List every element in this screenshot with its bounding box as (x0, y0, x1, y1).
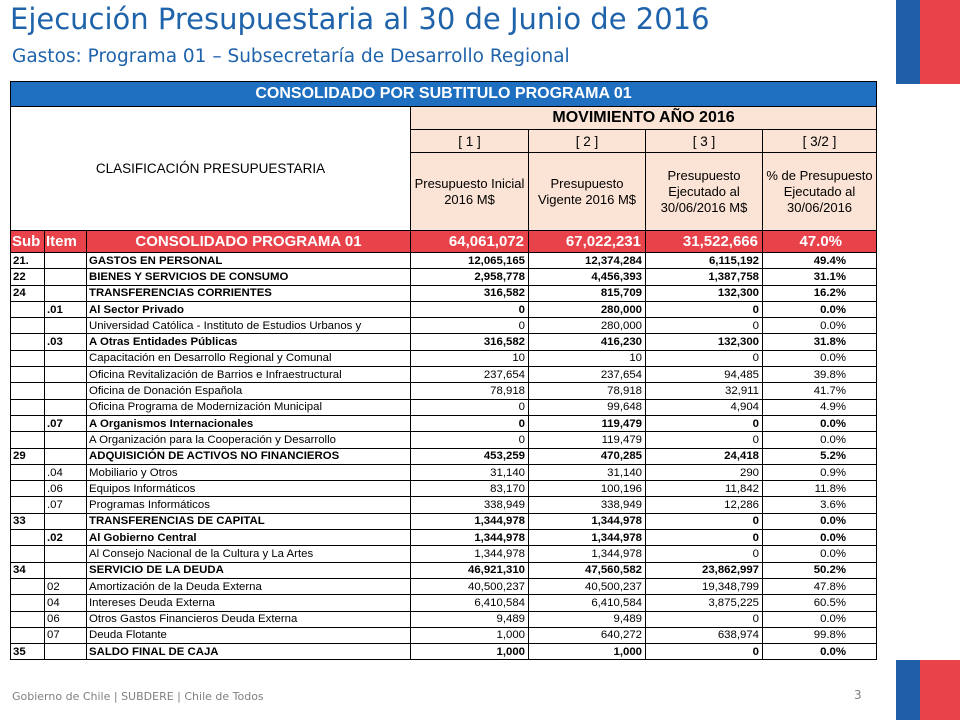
item-cell: .07 (45, 497, 87, 513)
vigente-cell: 119,479 (529, 432, 646, 448)
ejecutado-cell: 0 (646, 644, 763, 660)
pct-cell: 0.0% (763, 415, 877, 431)
sub-cell (11, 464, 45, 480)
concept-cell: Oficina Revitalización de Barrios e Infraestructural (87, 367, 411, 383)
inicial-cell: 40,500,237 (411, 578, 529, 594)
inicial-cell: 31,140 (411, 464, 529, 480)
inicial-cell: 316,582 (411, 334, 529, 350)
item-cell: .06 (45, 481, 87, 497)
sub-cell (11, 334, 45, 350)
concept-cell: Al Consejo Nacional de la Cultura y La Artes (87, 546, 411, 562)
column-header: % de Presupuesto Ejecutado al 30/06/2016 (763, 153, 877, 231)
classification-header: CLASIFICACIÓN PRESUPUESTARIA (11, 107, 411, 231)
table-row (11, 383, 877, 399)
inicial-cell: 0 (411, 399, 529, 415)
concept-cell: BIENES Y SERVICIOS DE CONSUMO (87, 269, 411, 285)
sub-cell (11, 627, 45, 643)
vigente-cell: 40,500,237 (529, 578, 646, 594)
pct-cell: 5.2% (763, 448, 877, 464)
ejecutado-cell: 0 (646, 530, 763, 546)
table-row (11, 595, 877, 611)
page-number: 3 (854, 688, 862, 702)
consolidated-row (11, 231, 877, 253)
concept-cell: TRANSFERENCIAS DE CAPITAL (87, 513, 411, 529)
ejecutado-cell: 19,348,799 (646, 578, 763, 594)
pct-cell: 0.0% (763, 318, 877, 334)
vigente-cell: 31,140 (529, 464, 646, 480)
vigente-cell: 416,230 (529, 334, 646, 350)
ejecutado-cell: 0 (646, 432, 763, 448)
ejecutado-cell: 4,904 (646, 399, 763, 415)
table-row (11, 318, 877, 334)
ejecutado-cell: 0 (646, 546, 763, 562)
item-cell: .07 (45, 415, 87, 431)
inicial-cell: 1,000 (411, 627, 529, 643)
table-row (11, 627, 877, 643)
inicial-cell: 6,410,584 (411, 595, 529, 611)
vigente-cell: 12,374,284 (529, 253, 646, 269)
budget-table (10, 81, 877, 660)
item-cell: .04 (45, 464, 87, 480)
table-row (11, 415, 877, 431)
table-row (11, 513, 877, 529)
pct-cell: 0.9% (763, 464, 877, 480)
item-cell: .03 (45, 334, 87, 350)
item-cell (45, 546, 87, 562)
ejecutado-cell: 0 (646, 301, 763, 317)
sub-cell (11, 481, 45, 497)
brand-stripe-bottom (896, 660, 960, 720)
concept-cell: SALDO FINAL DE CAJA (87, 644, 411, 660)
sub-cell (11, 415, 45, 431)
pct-cell: 0.0% (763, 432, 877, 448)
item-cell: 02 (45, 578, 87, 594)
table-row (11, 350, 877, 366)
vigente-cell: 99,648 (529, 399, 646, 415)
vigente-cell: 1,000 (529, 644, 646, 660)
item-cell (45, 253, 87, 269)
table-row (11, 530, 877, 546)
ejecutado-cell: 0 (646, 350, 763, 366)
inicial-cell: 0 (411, 301, 529, 317)
item-cell: .02 (45, 530, 87, 546)
ejecutado-cell: 132,300 (646, 334, 763, 350)
inicial-cell: 83,170 (411, 481, 529, 497)
sub-cell (11, 497, 45, 513)
vigente-cell: 1,344,978 (529, 513, 646, 529)
sub-cell (11, 318, 45, 334)
table-row (11, 481, 877, 497)
pct-cell: 0.0% (763, 546, 877, 562)
item-cell (45, 513, 87, 529)
ejecutado-cell: 1,387,758 (646, 269, 763, 285)
concept-cell: Intereses Deuda Externa (87, 595, 411, 611)
table-row (11, 448, 877, 464)
vigente-cell: 338,949 (529, 497, 646, 513)
item-cell (45, 285, 87, 301)
concept-cell: Al Sector Privado (87, 301, 411, 317)
concept-cell: Mobiliario y Otros (87, 464, 411, 480)
column-header: Presupuesto Inicial 2016 M$ (411, 153, 529, 231)
pct-cell: 0.0% (763, 350, 877, 366)
brand-stripe-blue (896, 660, 920, 720)
ejecutado-cell: 0 (646, 611, 763, 627)
sub-cell: 21. (11, 253, 45, 269)
vigente-cell: 4,456,393 (529, 269, 646, 285)
concept-cell: A Organismos Internacionales (87, 415, 411, 431)
sub-cell (11, 350, 45, 366)
item-cell: 07 (45, 627, 87, 643)
inicial-cell: 10 (411, 350, 529, 366)
sub-cell (11, 432, 45, 448)
concept-cell: Programas Informáticos (87, 497, 411, 513)
concept-cell: Deuda Flotante (87, 627, 411, 643)
sub-cell (11, 546, 45, 562)
concept-cell: ADQUISICIÓN DE ACTIVOS NO FINANCIEROS (87, 448, 411, 464)
sub-cell: 33 (11, 513, 45, 529)
pct-cell: 0.0% (763, 611, 877, 627)
inicial-cell: 1,000 (411, 644, 529, 660)
item-cell: .01 (45, 301, 87, 317)
item-cell (45, 448, 87, 464)
item-cell (45, 432, 87, 448)
sub-cell (11, 301, 45, 317)
brand-stripe-blue (896, 0, 920, 84)
column-header: Presupuesto Ejecutado al 30/06/2016 M$ (646, 153, 763, 231)
concept-cell: SERVICIO DE LA DEUDA (87, 562, 411, 578)
page-title: Ejecución Presupuestaria al 30 de Junio de 2016 (10, 2, 710, 36)
inicial-cell: 78,918 (411, 383, 529, 399)
ejecutado-cell: 6,115,192 (646, 253, 763, 269)
table-row (11, 285, 877, 301)
ejecutado-cell: 94,485 (646, 367, 763, 383)
inicial-cell: 0 (411, 432, 529, 448)
brand-stripe-red (920, 660, 960, 720)
item-cell (45, 269, 87, 285)
item-cell (45, 383, 87, 399)
consolidated-label: CONSOLIDADO PROGRAMA 01 (87, 231, 411, 253)
sub-cell (11, 611, 45, 627)
vigente-cell: 470,285 (529, 448, 646, 464)
pct-cell: 0.0% (763, 644, 877, 660)
pct-cell: 31.1% (763, 269, 877, 285)
vigente-cell: 280,000 (529, 301, 646, 317)
table-row (11, 269, 877, 285)
inicial-cell: 1,344,978 (411, 546, 529, 562)
pct-cell: 39.8% (763, 367, 877, 383)
inicial-cell: 2,958,778 (411, 269, 529, 285)
table-row (11, 611, 877, 627)
footer-text: Gobierno de Chile | SUBDERE | Chile de Todos (12, 690, 264, 703)
item-cell (45, 644, 87, 660)
vigente-cell: 6,410,584 (529, 595, 646, 611)
ejecutado-cell: 132,300 (646, 285, 763, 301)
table-row (11, 367, 877, 383)
inicial-cell: 0 (411, 318, 529, 334)
table-row (11, 432, 877, 448)
pct-cell: 0.0% (763, 530, 877, 546)
table-row (11, 253, 877, 269)
inicial-cell: 338,949 (411, 497, 529, 513)
movement-header-row (11, 107, 877, 130)
pct-cell: 41.7% (763, 383, 877, 399)
vigente-cell: 280,000 (529, 318, 646, 334)
consolidated-ejecutado: 31,522,666 (646, 231, 763, 253)
concept-cell: Oficina de Donación Española (87, 383, 411, 399)
pct-cell: 0.0% (763, 301, 877, 317)
vigente-cell: 100,196 (529, 481, 646, 497)
ejecutado-cell: 24,418 (646, 448, 763, 464)
vigente-cell: 119,479 (529, 415, 646, 431)
inicial-cell: 1,344,978 (411, 513, 529, 529)
sub-cell (11, 367, 45, 383)
page-subtitle: Gastos: Programa 01 – Subsecretaría de Desarrollo Regional (12, 46, 570, 67)
item-header: Item (45, 231, 87, 253)
ejecutado-cell: 12,286 (646, 497, 763, 513)
ejecutado-cell: 638,974 (646, 627, 763, 643)
inicial-cell: 0 (411, 415, 529, 431)
concept-cell: Amortización de la Deuda Externa (87, 578, 411, 594)
item-cell (45, 318, 87, 334)
consolidated-vigente: 67,022,231 (529, 231, 646, 253)
inicial-cell: 9,489 (411, 611, 529, 627)
concept-cell: A Organización para la Cooperación y Desarrollo (87, 432, 411, 448)
ejecutado-cell: 0 (646, 318, 763, 334)
brand-stripe-red (920, 0, 960, 84)
column-index: [ 2 ] (529, 130, 646, 153)
vigente-cell: 640,272 (529, 627, 646, 643)
ejecutado-cell: 3,875,225 (646, 595, 763, 611)
table-row (11, 497, 877, 513)
sub-cell (11, 530, 45, 546)
inicial-cell: 237,654 (411, 367, 529, 383)
pct-cell: 4.9% (763, 399, 877, 415)
inicial-cell: 316,582 (411, 285, 529, 301)
vigente-cell: 1,344,978 (529, 530, 646, 546)
sub-cell: 29 (11, 448, 45, 464)
sub-cell: 35 (11, 644, 45, 660)
ejecutado-cell: 0 (646, 415, 763, 431)
pct-cell: 0.0% (763, 513, 877, 529)
sub-header: Sub (11, 231, 45, 253)
sub-cell: 24 (11, 285, 45, 301)
pct-cell: 11.8% (763, 481, 877, 497)
consolidated-pct: 47.0% (763, 231, 877, 253)
column-index: [ 1 ] (411, 130, 529, 153)
pct-cell: 60.5% (763, 595, 877, 611)
concept-cell: Otros Gastos Financieros Deuda Externa (87, 611, 411, 627)
table-row (11, 464, 877, 480)
sub-cell (11, 578, 45, 594)
inicial-cell: 46,921,310 (411, 562, 529, 578)
ejecutado-cell: 32,911 (646, 383, 763, 399)
vigente-cell: 78,918 (529, 383, 646, 399)
ejecutado-cell: 11,842 (646, 481, 763, 497)
item-cell (45, 367, 87, 383)
concept-cell: GASTOS EN PERSONAL (87, 253, 411, 269)
sub-cell (11, 383, 45, 399)
table-row (11, 562, 877, 578)
concept-cell: TRANSFERENCIAS CORRIENTES (87, 285, 411, 301)
ejecutado-cell: 23,862,997 (646, 562, 763, 578)
table-row (11, 546, 877, 562)
vigente-cell: 10 (529, 350, 646, 366)
item-cell (45, 399, 87, 415)
table-row (11, 644, 877, 660)
movement-header: MOVIMIENTO AÑO 2016 (411, 107, 877, 130)
sub-cell (11, 399, 45, 415)
pct-cell: 31.8% (763, 334, 877, 350)
vigente-cell: 237,654 (529, 367, 646, 383)
concept-cell: Capacitación en Desarrollo Regional y Comunal (87, 350, 411, 366)
table-row (11, 301, 877, 317)
vigente-cell: 47,560,582 (529, 562, 646, 578)
inicial-cell: 453,259 (411, 448, 529, 464)
table-row (11, 399, 877, 415)
pct-cell: 50.2% (763, 562, 877, 578)
concept-cell: Universidad Católica - Instituto de Estudios Urbanos y (87, 318, 411, 334)
vigente-cell: 9,489 (529, 611, 646, 627)
ejecutado-cell: 290 (646, 464, 763, 480)
concept-cell: Equipos Informáticos (87, 481, 411, 497)
sub-cell: 34 (11, 562, 45, 578)
consolidated-inicial: 64,061,072 (411, 231, 529, 253)
column-index: [ 3/2 ] (763, 130, 877, 153)
concept-cell: Oficina Programa de Modernización Municipal (87, 399, 411, 415)
inicial-cell: 1,344,978 (411, 530, 529, 546)
pct-cell: 49.4% (763, 253, 877, 269)
item-cell: 04 (45, 595, 87, 611)
item-cell (45, 350, 87, 366)
pct-cell: 99.8% (763, 627, 877, 643)
sub-cell (11, 595, 45, 611)
table-row (11, 578, 877, 594)
item-cell: 06 (45, 611, 87, 627)
table-row (11, 334, 877, 350)
column-index: [ 3 ] (646, 130, 763, 153)
pct-cell: 16.2% (763, 285, 877, 301)
pct-cell: 47.8% (763, 578, 877, 594)
concept-cell: A Otras Entidades Públicas (87, 334, 411, 350)
sub-cell: 22 (11, 269, 45, 285)
ejecutado-cell: 0 (646, 513, 763, 529)
pct-cell: 3.6% (763, 497, 877, 513)
table-banner-row (11, 82, 877, 107)
inicial-cell: 12,065,165 (411, 253, 529, 269)
item-cell (45, 562, 87, 578)
vigente-cell: 1,344,978 (529, 546, 646, 562)
concept-cell: Al Gobierno Central (87, 530, 411, 546)
vigente-cell: 815,709 (529, 285, 646, 301)
brand-stripe-top (896, 0, 960, 84)
column-header: Presupuesto Vigente 2016 M$ (529, 153, 646, 231)
table-banner: CONSOLIDADO POR SUBTITULO PROGRAMA 01 (11, 82, 877, 107)
